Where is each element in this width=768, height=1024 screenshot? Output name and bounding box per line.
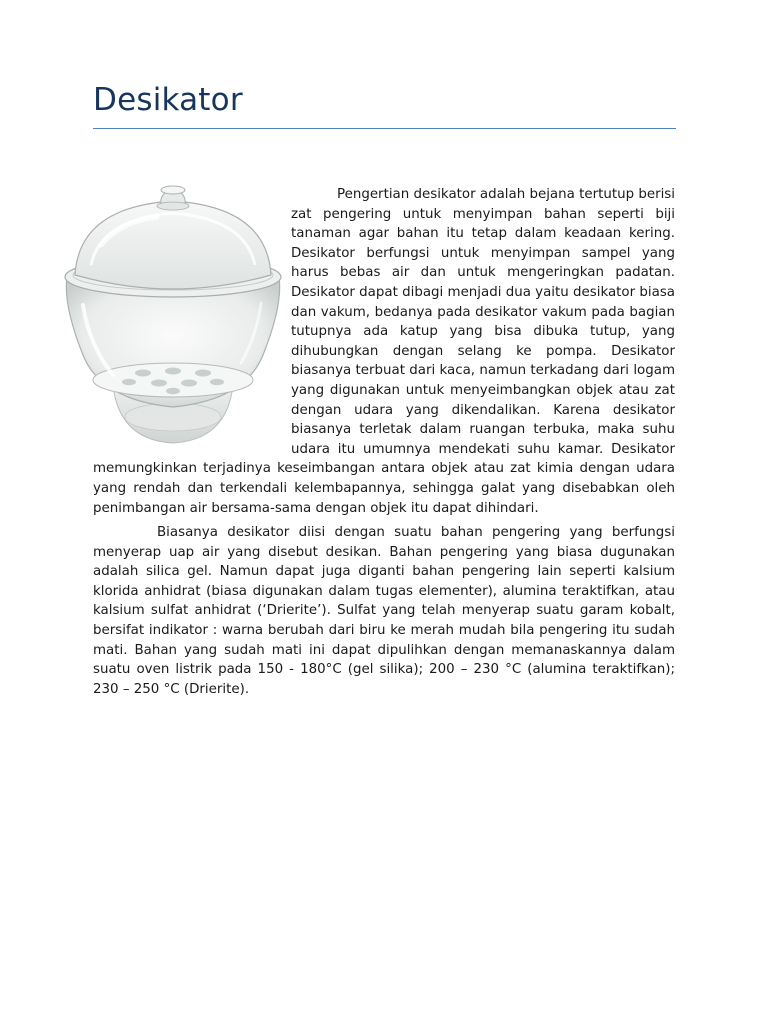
paragraph-1: Pengertian desikator adalah bejana tertutup berisi zat pengering untuk menyimpan bahan seperti biji tanaman agar bahan itu tetap dalam keadaan kering. Desikator berfungsi untuk menyimpan sampel yang harus bebas air dan untuk mengeringkan padatan. Desikator dapat dibagi menjadi dua yaitu desikator biasa dan vakum, bedanya pada desikator vakum pada bagian tutupnya ada katup yang bisa dibuka tutup, yang dihubungkan dengan selang ke pompa. Desikator biasanya terbuat dari kaca, namun terkadang dari logam yang digunakan untuk menyeimbangkan objek atau zat dengan udara yang dikendalikan. Karena desikator biasanya terletak dalam ruangan terbuka, maka suhu udara itu umumnya mendekati suhu kamar. Desikator memungkinkan terjadinya keseimbangan antara objek atau zat kimia dengan udara yang rendah dan terkendali kelembapannya, sehingga galat yang disebabkan oleh penimbangan air bersama-sama dengan objek itu dapat dihindari.: [93, 187, 675, 516]
desiccator-icon: [61, 185, 285, 447]
desiccator-image: [61, 185, 285, 447]
paragraph-2: Biasanya desikator diisi dengan suatu bahan pengering yang berfungsi menyerap uap air yang disebut desikan. Bahan pengering yang biasa dugunakan adalah silica gel. Namun dapat juga diganti bahan pengering lain seperti kalsium klorida anhidrat (biasa digunakan dalam tugas elementer), alumina teraktifkan, atau kalsium sulfat anhidrat (‘Drierite’). Sulfat yang telah menyerap suatu garam kobalt, bersifat indikator : warna berubah dari biru ke merah mudah bila pengering itu sudah mati. Bahan yang sudah mati ini dapat dipulihkan dengan memanaskannya dalam suatu oven listrik pada 150 - 180°C (gel silika); 200 – 230 °C (alumina teraktifkan); 230 – 250 °C (Drierite).: [93, 525, 675, 697]
document-body: [93, 185, 675, 699]
page-title: Desikator: [93, 82, 243, 118]
title-underline: [93, 128, 676, 129]
